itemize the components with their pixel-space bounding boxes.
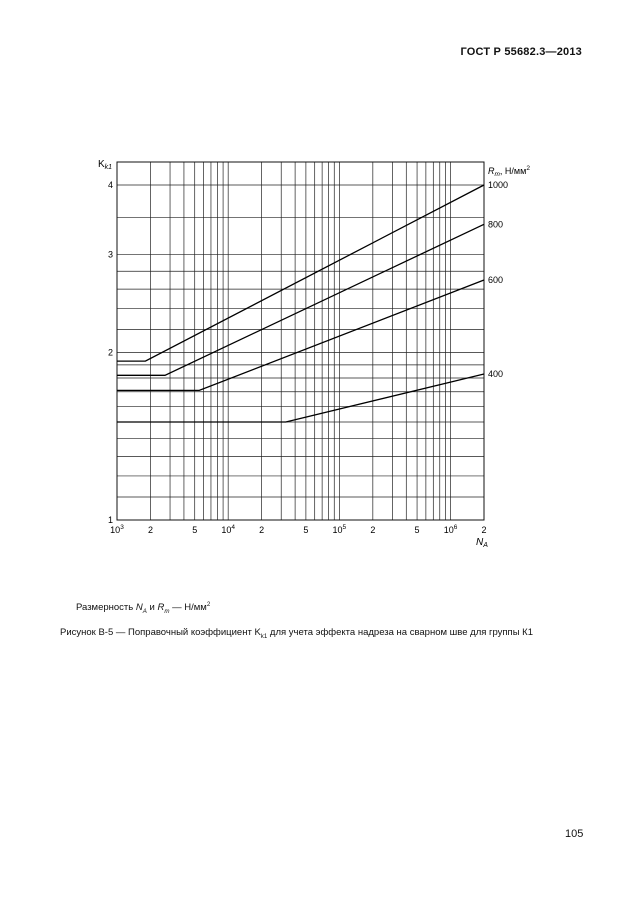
plot-border [117, 162, 484, 520]
x-tick-label: 2 [259, 525, 265, 535]
y-tick-label: 2 [107, 347, 113, 358]
plot-frame [117, 162, 484, 520]
figure-caption-sub: k1 [260, 632, 268, 640]
y-axis-label: $K_{k1}$ [98, 159, 113, 171]
dimension-suffix: — Н/мм [169, 602, 207, 614]
document-header: ГОСТ Р 55682.3—2013 [460, 46, 582, 58]
y-tick-label: 4 [107, 180, 113, 191]
x-tick-label: $10^3$ [110, 524, 124, 535]
dimension-rm: R [157, 602, 165, 614]
x-tick-label: 2 [370, 525, 376, 535]
x-tick-label: $10^6$ [443, 524, 458, 535]
series-line-400 [117, 374, 484, 422]
x-tick-label: $10^4$ [221, 524, 235, 535]
dimension-prefix: Размерность [76, 602, 136, 614]
grid [117, 162, 484, 520]
dimension-na-sub: A [142, 608, 147, 616]
dimension-and: и [146, 602, 158, 614]
x-tick-label: 5 [414, 525, 420, 535]
dimension-na: N [135, 602, 143, 614]
figure-caption-prefix: Рисунок В-5 — Поправочный коэффициент K [60, 627, 261, 638]
x-axis-label: $N_A$ [476, 537, 488, 549]
figure-caption [60, 627, 533, 640]
series-lines [117, 185, 484, 422]
x-tick-label: 2 [481, 525, 487, 535]
x-tick-label: 5 [192, 525, 198, 535]
series-line-600 [117, 280, 484, 390]
y-tick-label: 1 [107, 515, 113, 525]
figure-caption-suffix: для учета эффекта надреза на сварном шве для группы К1 [267, 627, 533, 638]
x-tick-label: 2 [147, 525, 153, 535]
dimension-sup: 2 [206, 601, 211, 608]
x-tick-label: 5 [303, 525, 309, 535]
series-line-1000 [117, 185, 484, 361]
series-label-1000: 1000 [488, 180, 509, 191]
dimension-note [76, 601, 210, 615]
series-label-800: 800 [488, 219, 504, 230]
y-tick-label: 3 [107, 249, 113, 260]
page-number: 105 [565, 828, 584, 840]
x-tick-label: $10^5$ [332, 524, 347, 535]
right-axis-label: $R_m$, $Н/мм^2$ [488, 165, 530, 178]
series-label-600: 600 [488, 275, 504, 286]
dimension-rm-sub: m [164, 608, 170, 616]
series-label-400: 400 [488, 368, 504, 379]
